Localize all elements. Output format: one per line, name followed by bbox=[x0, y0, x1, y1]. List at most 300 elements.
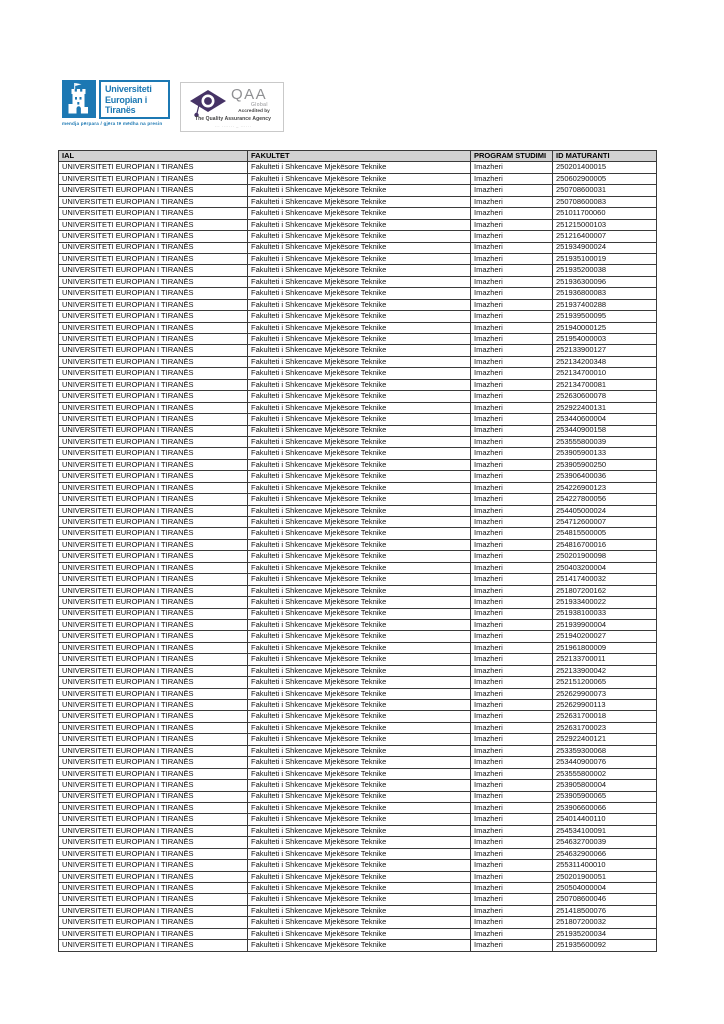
cell-program: Imazheri bbox=[471, 288, 553, 299]
cell-program: Imazheri bbox=[471, 185, 553, 196]
table-row bbox=[59, 471, 657, 482]
cell-program: Imazheri bbox=[471, 574, 553, 585]
cell-ial: UNIVERSITETI EUROPIAN I TIRANËS bbox=[59, 722, 248, 733]
cell-id-maturanti: 253555800002 bbox=[553, 768, 657, 779]
uet-tagline: mendja përpara / gjëra të mëdha na presin bbox=[62, 120, 163, 126]
cell-ial: UNIVERSITETI EUROPIAN I TIRANËS bbox=[59, 528, 248, 539]
cell-program: Imazheri bbox=[471, 322, 553, 333]
cell-id-maturanti: 251939900004 bbox=[553, 619, 657, 630]
cell-fakultet: Fakulteti i Shkencave Mjekësore Teknike bbox=[248, 585, 471, 596]
table-row bbox=[59, 231, 657, 242]
cell-program: Imazheri bbox=[471, 768, 553, 779]
table-row bbox=[59, 448, 657, 459]
cell-fakultet: Fakulteti i Shkencave Mjekësore Teknike bbox=[248, 436, 471, 447]
table-row bbox=[59, 391, 657, 402]
table-row bbox=[59, 242, 657, 253]
cell-id-maturanti: 250708600083 bbox=[553, 196, 657, 207]
table-row bbox=[59, 905, 657, 916]
qaa-agency-name: The Quality Assurance Agency bbox=[194, 116, 272, 122]
cell-ial: UNIVERSITETI EUROPIAN I TIRANËS bbox=[59, 905, 248, 916]
table-row bbox=[59, 654, 657, 665]
cell-id-maturanti: 251933400022 bbox=[553, 597, 657, 608]
cell-fakultet: Fakulteti i Shkencave Mjekësore Teknike bbox=[248, 917, 471, 928]
cell-fakultet: Fakulteti i Shkencave Mjekësore Teknike bbox=[248, 780, 471, 791]
uet-title-line3: Tiranës bbox=[105, 105, 136, 115]
cell-program: Imazheri bbox=[471, 196, 553, 207]
cell-id-maturanti: 251935200034 bbox=[553, 928, 657, 939]
cell-ial: UNIVERSITETI EUROPIAN I TIRANËS bbox=[59, 574, 248, 585]
column-header-id-maturanti: ID MATURANTI bbox=[553, 151, 657, 162]
cell-fakultet: Fakulteti i Shkencave Mjekësore Teknike bbox=[248, 654, 471, 665]
cell-id-maturanti: 251417400032 bbox=[553, 574, 657, 585]
cell-id-maturanti: 251935200038 bbox=[553, 265, 657, 276]
cell-ial: UNIVERSITETI EUROPIAN I TIRANËS bbox=[59, 334, 248, 345]
qaa-fine-print: ··· ······· – ······ bbox=[214, 124, 252, 129]
table-row bbox=[59, 734, 657, 745]
cell-ial: UNIVERSITETI EUROPIAN I TIRANËS bbox=[59, 231, 248, 242]
qaa-logo-text: QAA bbox=[231, 86, 268, 103]
table-row bbox=[59, 253, 657, 264]
cell-fakultet: Fakulteti i Shkencave Mjekësore Teknike bbox=[248, 299, 471, 310]
cell-program: Imazheri bbox=[471, 425, 553, 436]
cell-id-maturanti: 250708600046 bbox=[553, 894, 657, 905]
table-row bbox=[59, 425, 657, 436]
cell-ial: UNIVERSITETI EUROPIAN I TIRANËS bbox=[59, 345, 248, 356]
cell-fakultet: Fakulteti i Shkencave Mjekësore Teknike bbox=[248, 665, 471, 676]
table-row bbox=[59, 917, 657, 928]
cell-ial: UNIVERSITETI EUROPIAN I TIRANËS bbox=[59, 448, 248, 459]
cell-program: Imazheri bbox=[471, 368, 553, 379]
cell-program: Imazheri bbox=[471, 642, 553, 653]
cell-fakultet: Fakulteti i Shkencave Mjekësore Teknike bbox=[248, 562, 471, 573]
table-row bbox=[59, 688, 657, 699]
cell-fakultet: Fakulteti i Shkencave Mjekësore Teknike bbox=[248, 860, 471, 871]
cell-ial: UNIVERSITETI EUROPIAN I TIRANËS bbox=[59, 551, 248, 562]
qaa-accreditation-badge bbox=[180, 82, 284, 132]
cell-fakultet: Fakulteti i Shkencave Mjekësore Teknike bbox=[248, 631, 471, 642]
cell-id-maturanti: 251807200162 bbox=[553, 585, 657, 596]
column-header-program-studimi: PROGRAM STUDIMI bbox=[471, 151, 553, 162]
cell-program: Imazheri bbox=[471, 505, 553, 516]
cell-ial: UNIVERSITETI EUROPIAN I TIRANËS bbox=[59, 253, 248, 264]
table-row bbox=[59, 768, 657, 779]
cell-ial: UNIVERSITETI EUROPIAN I TIRANËS bbox=[59, 665, 248, 676]
table-row bbox=[59, 780, 657, 791]
table-row bbox=[59, 208, 657, 219]
cell-ial: UNIVERSITETI EUROPIAN I TIRANËS bbox=[59, 379, 248, 390]
table-row bbox=[59, 757, 657, 768]
cell-program: Imazheri bbox=[471, 173, 553, 184]
cell-fakultet: Fakulteti i Shkencave Mjekësore Teknike bbox=[248, 928, 471, 939]
table-row bbox=[59, 940, 657, 951]
cell-ial: UNIVERSITETI EUROPIAN I TIRANËS bbox=[59, 688, 248, 699]
cell-id-maturanti: 254712600007 bbox=[553, 517, 657, 528]
cell-ial: UNIVERSITETI EUROPIAN I TIRANËS bbox=[59, 814, 248, 825]
table-row bbox=[59, 574, 657, 585]
cell-ial: UNIVERSITETI EUROPIAN I TIRANËS bbox=[59, 597, 248, 608]
cell-id-maturanti: 251938100033 bbox=[553, 608, 657, 619]
cell-id-maturanti: 252629900073 bbox=[553, 688, 657, 699]
cell-program: Imazheri bbox=[471, 448, 553, 459]
table-row bbox=[59, 883, 657, 894]
cell-id-maturanti: 250403200004 bbox=[553, 562, 657, 573]
cell-program: Imazheri bbox=[471, 860, 553, 871]
table-row bbox=[59, 299, 657, 310]
cell-fakultet: Fakulteti i Shkencave Mjekësore Teknike bbox=[248, 608, 471, 619]
cell-program: Imazheri bbox=[471, 631, 553, 642]
cell-program: Imazheri bbox=[471, 654, 553, 665]
cell-id-maturanti: 253906600066 bbox=[553, 802, 657, 813]
cell-program: Imazheri bbox=[471, 494, 553, 505]
table-row bbox=[59, 585, 657, 596]
cell-ial: UNIVERSITETI EUROPIAN I TIRANËS bbox=[59, 940, 248, 951]
table-row bbox=[59, 562, 657, 573]
cell-fakultet: Fakulteti i Shkencave Mjekësore Teknike bbox=[248, 414, 471, 425]
table-row bbox=[59, 265, 657, 276]
cell-fakultet: Fakulteti i Shkencave Mjekësore Teknike bbox=[248, 185, 471, 196]
cell-fakultet: Fakulteti i Shkencave Mjekësore Teknike bbox=[248, 242, 471, 253]
cell-program: Imazheri bbox=[471, 722, 553, 733]
cell-id-maturanti: 250201900051 bbox=[553, 871, 657, 882]
uet-title bbox=[99, 80, 170, 119]
table-row bbox=[59, 494, 657, 505]
cell-ial: UNIVERSITETI EUROPIAN I TIRANËS bbox=[59, 425, 248, 436]
table-row bbox=[59, 722, 657, 733]
cell-program: Imazheri bbox=[471, 928, 553, 939]
cell-id-maturanti: 251937400288 bbox=[553, 299, 657, 310]
cell-ial: UNIVERSITETI EUROPIAN I TIRANËS bbox=[59, 654, 248, 665]
cell-fakultet: Fakulteti i Shkencave Mjekësore Teknike bbox=[248, 574, 471, 585]
cell-program: Imazheri bbox=[471, 334, 553, 345]
cell-program: Imazheri bbox=[471, 700, 553, 711]
cell-fakultet: Fakulteti i Shkencave Mjekësore Teknike bbox=[248, 356, 471, 367]
cell-fakultet: Fakulteti i Shkencave Mjekësore Teknike bbox=[248, 883, 471, 894]
cell-ial: UNIVERSITETI EUROPIAN I TIRANËS bbox=[59, 631, 248, 642]
cell-id-maturanti: 254226900123 bbox=[553, 482, 657, 493]
cell-fakultet: Fakulteti i Shkencave Mjekësore Teknike bbox=[248, 905, 471, 916]
cell-id-maturanti: 253905800004 bbox=[553, 780, 657, 791]
cell-fakultet: Fakulteti i Shkencave Mjekësore Teknike bbox=[248, 894, 471, 905]
cell-program: Imazheri bbox=[471, 871, 553, 882]
cell-ial: UNIVERSITETI EUROPIAN I TIRANËS bbox=[59, 219, 248, 230]
cell-program: Imazheri bbox=[471, 219, 553, 230]
cell-fakultet: Fakulteti i Shkencave Mjekësore Teknike bbox=[248, 379, 471, 390]
cell-ial: UNIVERSITETI EUROPIAN I TIRANËS bbox=[59, 837, 248, 848]
cell-fakultet: Fakulteti i Shkencave Mjekësore Teknike bbox=[248, 848, 471, 859]
cell-program: Imazheri bbox=[471, 402, 553, 413]
cell-id-maturanti: 253906400036 bbox=[553, 471, 657, 482]
cell-ial: UNIVERSITETI EUROPIAN I TIRANËS bbox=[59, 185, 248, 196]
column-header-fakultet: FAKULTET bbox=[248, 151, 471, 162]
table-row bbox=[59, 517, 657, 528]
cell-ial: UNIVERSITETI EUROPIAN I TIRANËS bbox=[59, 883, 248, 894]
cell-id-maturanti: 252134200348 bbox=[553, 356, 657, 367]
table-row bbox=[59, 745, 657, 756]
table-row bbox=[59, 288, 657, 299]
cell-id-maturanti: 253905900250 bbox=[553, 459, 657, 470]
cell-ial: UNIVERSITETI EUROPIAN I TIRANËS bbox=[59, 860, 248, 871]
cell-id-maturanti: 252629900113 bbox=[553, 700, 657, 711]
cell-program: Imazheri bbox=[471, 242, 553, 253]
cell-fakultet: Fakulteti i Shkencave Mjekësore Teknike bbox=[248, 940, 471, 951]
table-row bbox=[59, 665, 657, 676]
cell-id-maturanti: 251935100019 bbox=[553, 253, 657, 264]
cell-ial: UNIVERSITETI EUROPIAN I TIRANËS bbox=[59, 311, 248, 322]
table-row bbox=[59, 482, 657, 493]
cell-program: Imazheri bbox=[471, 436, 553, 447]
cell-program: Imazheri bbox=[471, 917, 553, 928]
cell-program: Imazheri bbox=[471, 311, 553, 322]
cell-program: Imazheri bbox=[471, 459, 553, 470]
cell-fakultet: Fakulteti i Shkencave Mjekësore Teknike bbox=[248, 722, 471, 733]
table-row bbox=[59, 791, 657, 802]
table-row bbox=[59, 700, 657, 711]
cell-program: Imazheri bbox=[471, 848, 553, 859]
table-row bbox=[59, 436, 657, 447]
cell-ial: UNIVERSITETI EUROPIAN I TIRANËS bbox=[59, 917, 248, 928]
cell-program: Imazheri bbox=[471, 757, 553, 768]
cell-fakultet: Fakulteti i Shkencave Mjekësore Teknike bbox=[248, 334, 471, 345]
cell-fakultet: Fakulteti i Shkencave Mjekësore Teknike bbox=[248, 219, 471, 230]
cell-fakultet: Fakulteti i Shkencave Mjekësore Teknike bbox=[248, 482, 471, 493]
table-row bbox=[59, 871, 657, 882]
cell-id-maturanti: 250708600031 bbox=[553, 185, 657, 196]
table-row bbox=[59, 459, 657, 470]
cell-ial: UNIVERSITETI EUROPIAN I TIRANËS bbox=[59, 299, 248, 310]
cell-ial: UNIVERSITETI EUROPIAN I TIRANËS bbox=[59, 711, 248, 722]
cell-ial: UNIVERSITETI EUROPIAN I TIRANËS bbox=[59, 482, 248, 493]
cell-program: Imazheri bbox=[471, 562, 553, 573]
cell-fakultet: Fakulteti i Shkencave Mjekësore Teknike bbox=[248, 162, 471, 173]
cell-id-maturanti: 250201900098 bbox=[553, 551, 657, 562]
cell-fakultet: Fakulteti i Shkencave Mjekësore Teknike bbox=[248, 368, 471, 379]
cell-ial: UNIVERSITETI EUROPIAN I TIRANËS bbox=[59, 414, 248, 425]
cell-ial: UNIVERSITETI EUROPIAN I TIRANËS bbox=[59, 471, 248, 482]
cell-id-maturanti: 253440900158 bbox=[553, 425, 657, 436]
cell-ial: UNIVERSITETI EUROPIAN I TIRANËS bbox=[59, 265, 248, 276]
cell-program: Imazheri bbox=[471, 791, 553, 802]
table-row bbox=[59, 619, 657, 630]
table-row bbox=[59, 677, 657, 688]
cell-program: Imazheri bbox=[471, 482, 553, 493]
table-row bbox=[59, 825, 657, 836]
table-row bbox=[59, 345, 657, 356]
uet-tower-icon bbox=[62, 80, 96, 118]
cell-ial: UNIVERSITETI EUROPIAN I TIRANËS bbox=[59, 494, 248, 505]
cell-program: Imazheri bbox=[471, 608, 553, 619]
cell-program: Imazheri bbox=[471, 814, 553, 825]
cell-program: Imazheri bbox=[471, 539, 553, 550]
cell-fakultet: Fakulteti i Shkencave Mjekësore Teknike bbox=[248, 711, 471, 722]
cell-id-maturanti: 251935600092 bbox=[553, 940, 657, 951]
cell-fakultet: Fakulteti i Shkencave Mjekësore Teknike bbox=[248, 768, 471, 779]
cell-program: Imazheri bbox=[471, 780, 553, 791]
table-row bbox=[59, 802, 657, 813]
cell-fakultet: Fakulteti i Shkencave Mjekësore Teknike bbox=[248, 734, 471, 745]
table-row bbox=[59, 196, 657, 207]
table-row bbox=[59, 311, 657, 322]
cell-program: Imazheri bbox=[471, 345, 553, 356]
table-row bbox=[59, 356, 657, 367]
cell-program: Imazheri bbox=[471, 356, 553, 367]
cell-fakultet: Fakulteti i Shkencave Mjekësore Teknike bbox=[248, 528, 471, 539]
cell-ial: UNIVERSITETI EUROPIAN I TIRANËS bbox=[59, 642, 248, 653]
cell-id-maturanti: 252133900127 bbox=[553, 345, 657, 356]
table-row bbox=[59, 334, 657, 345]
cell-id-maturanti: 251961800009 bbox=[553, 642, 657, 653]
cell-id-maturanti: 253440600004 bbox=[553, 414, 657, 425]
cell-id-maturanti: 251934900024 bbox=[553, 242, 657, 253]
cell-program: Imazheri bbox=[471, 597, 553, 608]
table-row bbox=[59, 276, 657, 287]
cell-fakultet: Fakulteti i Shkencave Mjekësore Teknike bbox=[248, 619, 471, 630]
cell-ial: UNIVERSITETI EUROPIAN I TIRANËS bbox=[59, 619, 248, 630]
cell-ial: UNIVERSITETI EUROPIAN I TIRANËS bbox=[59, 825, 248, 836]
cell-program: Imazheri bbox=[471, 414, 553, 425]
cell-id-maturanti: 252631700018 bbox=[553, 711, 657, 722]
cell-program: Imazheri bbox=[471, 253, 553, 264]
cell-id-maturanti: 252922400121 bbox=[553, 734, 657, 745]
cell-ial: UNIVERSITETI EUROPIAN I TIRANËS bbox=[59, 288, 248, 299]
cell-program: Imazheri bbox=[471, 276, 553, 287]
cell-ial: UNIVERSITETI EUROPIAN I TIRANËS bbox=[59, 196, 248, 207]
cell-fakultet: Fakulteti i Shkencave Mjekësore Teknike bbox=[248, 677, 471, 688]
cell-fakultet: Fakulteti i Shkencave Mjekësore Teknike bbox=[248, 173, 471, 184]
cell-ial: UNIVERSITETI EUROPIAN I TIRANËS bbox=[59, 276, 248, 287]
cell-ial: UNIVERSITETI EUROPIAN I TIRANËS bbox=[59, 894, 248, 905]
qaa-global-label: Global bbox=[251, 102, 268, 108]
table-row bbox=[59, 322, 657, 333]
cell-ial: UNIVERSITETI EUROPIAN I TIRANËS bbox=[59, 505, 248, 516]
table-row bbox=[59, 379, 657, 390]
cell-ial: UNIVERSITETI EUROPIAN I TIRANËS bbox=[59, 928, 248, 939]
cell-program: Imazheri bbox=[471, 940, 553, 951]
cell-fakultet: Fakulteti i Shkencave Mjekësore Teknike bbox=[248, 322, 471, 333]
table-row bbox=[59, 368, 657, 379]
cell-ial: UNIVERSITETI EUROPIAN I TIRANËS bbox=[59, 585, 248, 596]
cell-program: Imazheri bbox=[471, 162, 553, 173]
uet-title-line1: Universiteti bbox=[105, 84, 152, 94]
cell-ial: UNIVERSITETI EUROPIAN I TIRANËS bbox=[59, 848, 248, 859]
cell-id-maturanti: 252630600078 bbox=[553, 391, 657, 402]
cell-id-maturanti: 251954000003 bbox=[553, 334, 657, 345]
cell-fakultet: Fakulteti i Shkencave Mjekësore Teknike bbox=[248, 551, 471, 562]
cell-id-maturanti: 253440900076 bbox=[553, 757, 657, 768]
table-header-row bbox=[59, 151, 657, 162]
cell-ial: UNIVERSITETI EUROPIAN I TIRANËS bbox=[59, 436, 248, 447]
table-row bbox=[59, 894, 657, 905]
table-row bbox=[59, 837, 657, 848]
cell-fakultet: Fakulteti i Shkencave Mjekësore Teknike bbox=[248, 517, 471, 528]
cell-program: Imazheri bbox=[471, 677, 553, 688]
table-row bbox=[59, 414, 657, 425]
cell-id-maturanti: 251940200027 bbox=[553, 631, 657, 642]
cell-program: Imazheri bbox=[471, 837, 553, 848]
cell-ial: UNIVERSITETI EUROPIAN I TIRANËS bbox=[59, 391, 248, 402]
qaa-accredited-by-label: Accredited by bbox=[238, 109, 270, 114]
cell-id-maturanti: 254815500005 bbox=[553, 528, 657, 539]
cell-id-maturanti: 251939500095 bbox=[553, 311, 657, 322]
cell-ial: UNIVERSITETI EUROPIAN I TIRANËS bbox=[59, 562, 248, 573]
cell-id-maturanti: 252133700011 bbox=[553, 654, 657, 665]
cell-fakultet: Fakulteti i Shkencave Mjekësore Teknike bbox=[248, 448, 471, 459]
cell-ial: UNIVERSITETI EUROPIAN I TIRANËS bbox=[59, 734, 248, 745]
table-row bbox=[59, 185, 657, 196]
cell-fakultet: Fakulteti i Shkencave Mjekësore Teknike bbox=[248, 700, 471, 711]
cell-id-maturanti: 253905900065 bbox=[553, 791, 657, 802]
table-row bbox=[59, 528, 657, 539]
cell-id-maturanti: 252134700010 bbox=[553, 368, 657, 379]
cell-id-maturanti: 251936300096 bbox=[553, 276, 657, 287]
cell-fakultet: Fakulteti i Shkencave Mjekësore Teknike bbox=[248, 802, 471, 813]
cell-program: Imazheri bbox=[471, 585, 553, 596]
cell-program: Imazheri bbox=[471, 894, 553, 905]
cell-id-maturanti: 251215000103 bbox=[553, 219, 657, 230]
cell-ial: UNIVERSITETI EUROPIAN I TIRANËS bbox=[59, 608, 248, 619]
cell-id-maturanti: 250602900005 bbox=[553, 173, 657, 184]
cell-ial: UNIVERSITETI EUROPIAN I TIRANËS bbox=[59, 517, 248, 528]
cell-ial: UNIVERSITETI EUROPIAN I TIRANËS bbox=[59, 322, 248, 333]
table-row bbox=[59, 608, 657, 619]
cell-id-maturanti: 251807200032 bbox=[553, 917, 657, 928]
cell-fakultet: Fakulteti i Shkencave Mjekësore Teknike bbox=[248, 345, 471, 356]
cell-program: Imazheri bbox=[471, 665, 553, 676]
cell-id-maturanti: 251936800083 bbox=[553, 288, 657, 299]
cell-id-maturanti: 250504000004 bbox=[553, 883, 657, 894]
cell-id-maturanti: 252151200065 bbox=[553, 677, 657, 688]
cell-ial: UNIVERSITETI EUROPIAN I TIRANËS bbox=[59, 700, 248, 711]
cell-id-maturanti: 251216400007 bbox=[553, 231, 657, 242]
cell-fakultet: Fakulteti i Shkencave Mjekësore Teknike bbox=[248, 425, 471, 436]
cell-program: Imazheri bbox=[471, 802, 553, 813]
cell-fakultet: Fakulteti i Shkencave Mjekësore Teknike bbox=[248, 391, 471, 402]
table-row bbox=[59, 642, 657, 653]
table-row bbox=[59, 162, 657, 173]
cell-program: Imazheri bbox=[471, 711, 553, 722]
maturanti-results-table bbox=[58, 150, 657, 952]
cell-id-maturanti: 252133900042 bbox=[553, 665, 657, 676]
table-row bbox=[59, 551, 657, 562]
cell-ial: UNIVERSITETI EUROPIAN I TIRANËS bbox=[59, 402, 248, 413]
cell-ial: UNIVERSITETI EUROPIAN I TIRANËS bbox=[59, 539, 248, 550]
cell-fakultet: Fakulteti i Shkencave Mjekësore Teknike bbox=[248, 231, 471, 242]
cell-fakultet: Fakulteti i Shkencave Mjekësore Teknike bbox=[248, 208, 471, 219]
cell-ial: UNIVERSITETI EUROPIAN I TIRANËS bbox=[59, 208, 248, 219]
cell-program: Imazheri bbox=[471, 734, 553, 745]
cell-id-maturanti: 254014400110 bbox=[553, 814, 657, 825]
cell-fakultet: Fakulteti i Shkencave Mjekësore Teknike bbox=[248, 276, 471, 287]
cell-program: Imazheri bbox=[471, 745, 553, 756]
cell-program: Imazheri bbox=[471, 391, 553, 402]
cell-id-maturanti: 254227800056 bbox=[553, 494, 657, 505]
cell-ial: UNIVERSITETI EUROPIAN I TIRANËS bbox=[59, 459, 248, 470]
cell-id-maturanti: 254816700016 bbox=[553, 539, 657, 550]
cell-fakultet: Fakulteti i Shkencave Mjekësore Teknike bbox=[248, 688, 471, 699]
cell-ial: UNIVERSITETI EUROPIAN I TIRANËS bbox=[59, 802, 248, 813]
cell-fakultet: Fakulteti i Shkencave Mjekësore Teknike bbox=[248, 871, 471, 882]
table-row bbox=[59, 860, 657, 871]
table-row bbox=[59, 539, 657, 550]
cell-ial: UNIVERSITETI EUROPIAN I TIRANËS bbox=[59, 677, 248, 688]
table-row bbox=[59, 219, 657, 230]
cell-id-maturanti: 252922400131 bbox=[553, 402, 657, 413]
cell-id-maturanti: 253905900133 bbox=[553, 448, 657, 459]
cell-fakultet: Fakulteti i Shkencave Mjekësore Teknike bbox=[248, 825, 471, 836]
cell-ial: UNIVERSITETI EUROPIAN I TIRANËS bbox=[59, 242, 248, 253]
cell-ial: UNIVERSITETI EUROPIAN I TIRANËS bbox=[59, 780, 248, 791]
table-row bbox=[59, 597, 657, 608]
cell-ial: UNIVERSITETI EUROPIAN I TIRANËS bbox=[59, 162, 248, 173]
